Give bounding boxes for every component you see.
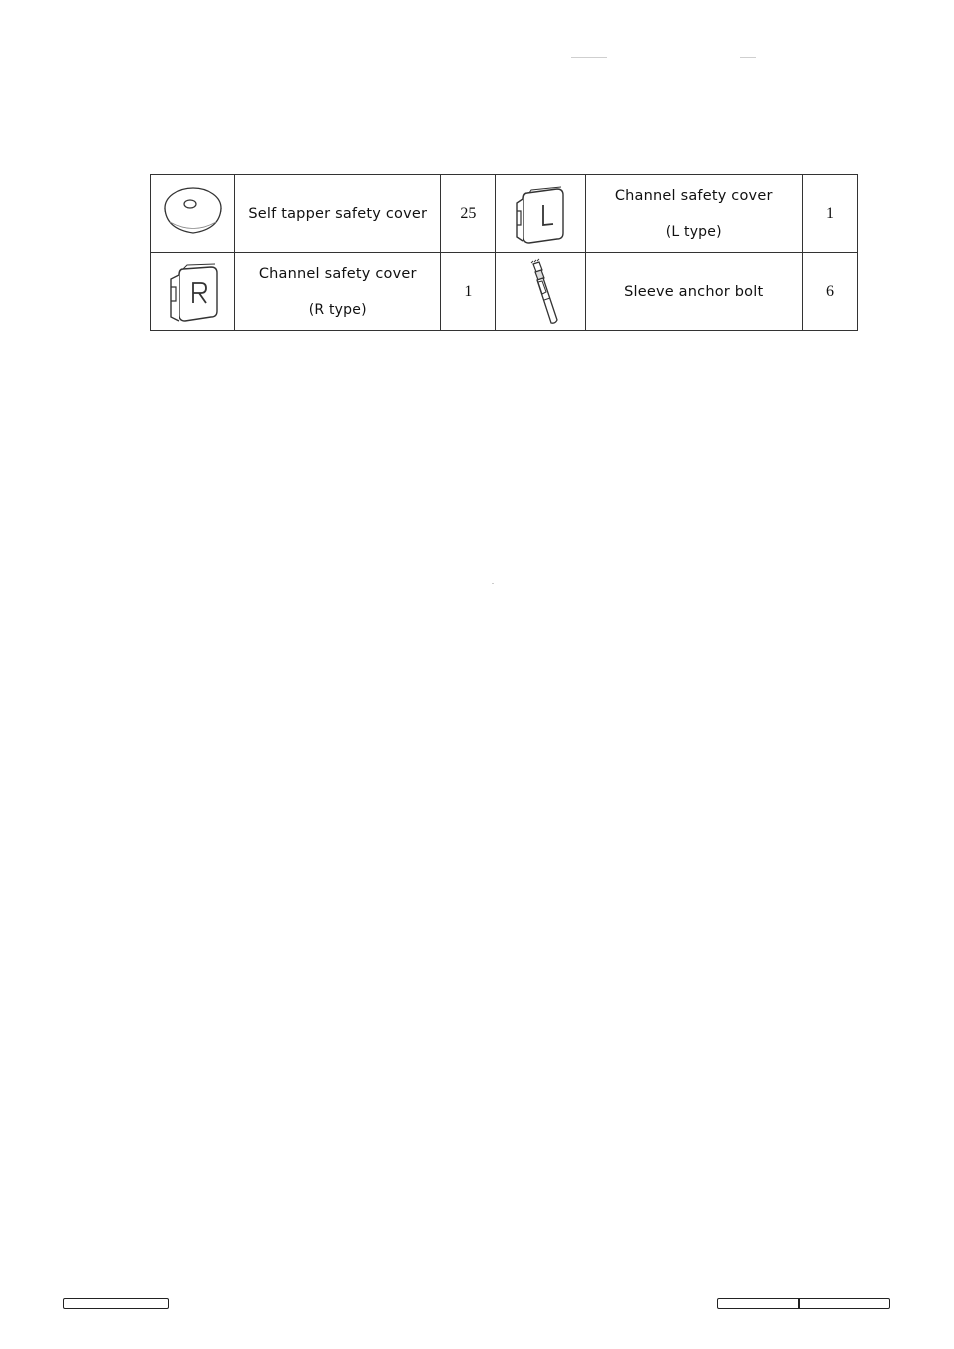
header-rule-left xyxy=(571,57,607,58)
part-name: Sleeve anchor bolt xyxy=(624,283,764,300)
table-row xyxy=(151,175,858,253)
table-row xyxy=(151,253,858,331)
header-rule-right xyxy=(740,57,756,58)
part-description xyxy=(235,253,441,331)
part-name: Channel safety cover xyxy=(258,265,417,282)
part-type: (R type) xyxy=(308,301,367,318)
part-name: Self tapper safety cover xyxy=(248,205,428,222)
stray-mark xyxy=(492,583,494,584)
part-image-cell xyxy=(496,253,585,331)
anchor-bolt-icon xyxy=(511,256,571,328)
part-description xyxy=(585,253,802,331)
part-quantity: 6 xyxy=(802,253,857,331)
round-cap-icon xyxy=(158,182,228,246)
parts-table xyxy=(150,174,858,331)
part-image-cell xyxy=(151,175,235,253)
footer-divider xyxy=(798,1298,800,1309)
part-quantity: 1 xyxy=(802,175,857,253)
part-name: Channel safety cover xyxy=(614,187,773,204)
part-type: (L type) xyxy=(665,223,722,240)
part-quantity: 25 xyxy=(441,175,496,253)
part-quantity: 1 xyxy=(441,253,496,331)
part-image-cell xyxy=(151,253,235,331)
part-description xyxy=(235,175,441,253)
r-cover-icon xyxy=(163,259,223,325)
footer-left-box xyxy=(63,1298,169,1309)
part-description xyxy=(585,175,802,253)
part-image-cell xyxy=(496,175,585,253)
l-cover-icon xyxy=(511,181,571,247)
footer-right-box xyxy=(717,1298,890,1309)
